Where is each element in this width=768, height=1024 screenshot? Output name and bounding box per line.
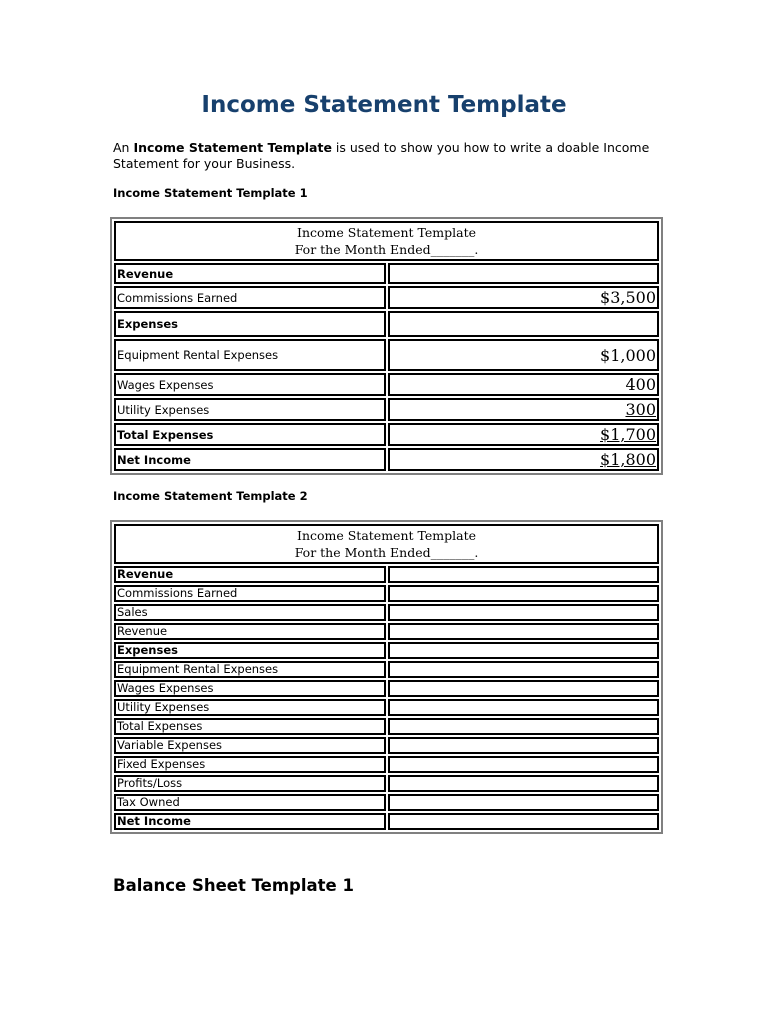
table2-value-cell: [388, 585, 659, 602]
table2-label: Total Expenses: [114, 718, 386, 735]
table1-label: Revenue: [114, 263, 386, 284]
table2-value-cell: [388, 680, 659, 697]
table2-label: Tax Owned: [114, 794, 386, 811]
table1-value: $1,000: [388, 339, 659, 371]
table1-value: [388, 423, 659, 446]
balance-sheet-heading: Balance Sheet Template 1: [113, 876, 354, 895]
table1-value-text: $1,800: [600, 450, 657, 469]
table2-label: Variable Expenses: [114, 737, 386, 754]
table1-label: Commissions Earned: [114, 286, 386, 309]
table2-label: Utility Expenses: [114, 699, 386, 716]
table2-label: Revenue: [114, 566, 386, 583]
table2-label: Equipment Rental Expenses: [114, 661, 386, 678]
page-title: Income Statement Template: [201, 92, 567, 118]
table2-label: Fixed Expenses: [114, 756, 386, 773]
table1-label: Net Income: [114, 448, 386, 471]
intro-rest: is used to show you how to write a doable Income Statement for your Business.: [113, 140, 650, 171]
intro-paragraph: [113, 140, 653, 172]
table2-value-cell: [388, 813, 659, 830]
table1-value: 400: [388, 373, 659, 396]
table1-label: Equipment Rental Expenses: [114, 339, 386, 371]
template1-heading: Income Statement Template 1: [113, 186, 308, 200]
table2-label: Profits/Loss: [114, 775, 386, 792]
table2-value-cell: [388, 604, 659, 621]
table2-header: [114, 524, 659, 564]
table2-value-cell: [388, 642, 659, 659]
income-table-1: [110, 217, 663, 475]
table2-label: Expenses: [114, 642, 386, 659]
table2-value-cell: [388, 775, 659, 792]
table1-header-line1: Income Statement Template: [297, 225, 476, 240]
template2-heading: Income Statement Template 2: [113, 489, 308, 503]
table1-label: Wages Expenses: [114, 373, 386, 396]
table2-header-line2: For the Month Ended_______.: [294, 545, 479, 560]
table1-label: Utility Expenses: [114, 398, 386, 421]
table2-value-cell: [388, 623, 659, 640]
table1-label: Total Expenses: [114, 423, 386, 446]
table1-value: [388, 448, 659, 471]
table1-label: Expenses: [114, 311, 386, 337]
table2-label: Commissions Earned: [114, 585, 386, 602]
intro-bold: Income Statement Template: [133, 140, 332, 155]
intro-prefix: An: [113, 140, 134, 155]
table1-header-line2: For the Month Ended_______.: [294, 242, 479, 257]
table2-label: Revenue: [114, 623, 386, 640]
table2-value-cell: [388, 794, 659, 811]
table2-value-cell: [388, 737, 659, 754]
income-table-2: [110, 520, 663, 834]
table2-value-cell: [388, 718, 659, 735]
table2-header-line1: Income Statement Template: [297, 528, 476, 543]
table2-label: Net Income: [114, 813, 386, 830]
table1-value-text: $1,700: [600, 425, 657, 444]
table2-value-cell: [388, 566, 659, 583]
table2-value-cell: [388, 699, 659, 716]
table2-value-cell: [388, 756, 659, 773]
table1-value: [388, 398, 659, 421]
table1-header: [114, 221, 659, 261]
table2-label: Sales: [114, 604, 386, 621]
table1-value: [388, 263, 659, 284]
table1-value: $3,500: [388, 286, 659, 309]
table1-value: [388, 311, 659, 337]
table2-label: Wages Expenses: [114, 680, 386, 697]
table2-value-cell: [388, 661, 659, 678]
table1-value-text: 300: [625, 400, 657, 419]
